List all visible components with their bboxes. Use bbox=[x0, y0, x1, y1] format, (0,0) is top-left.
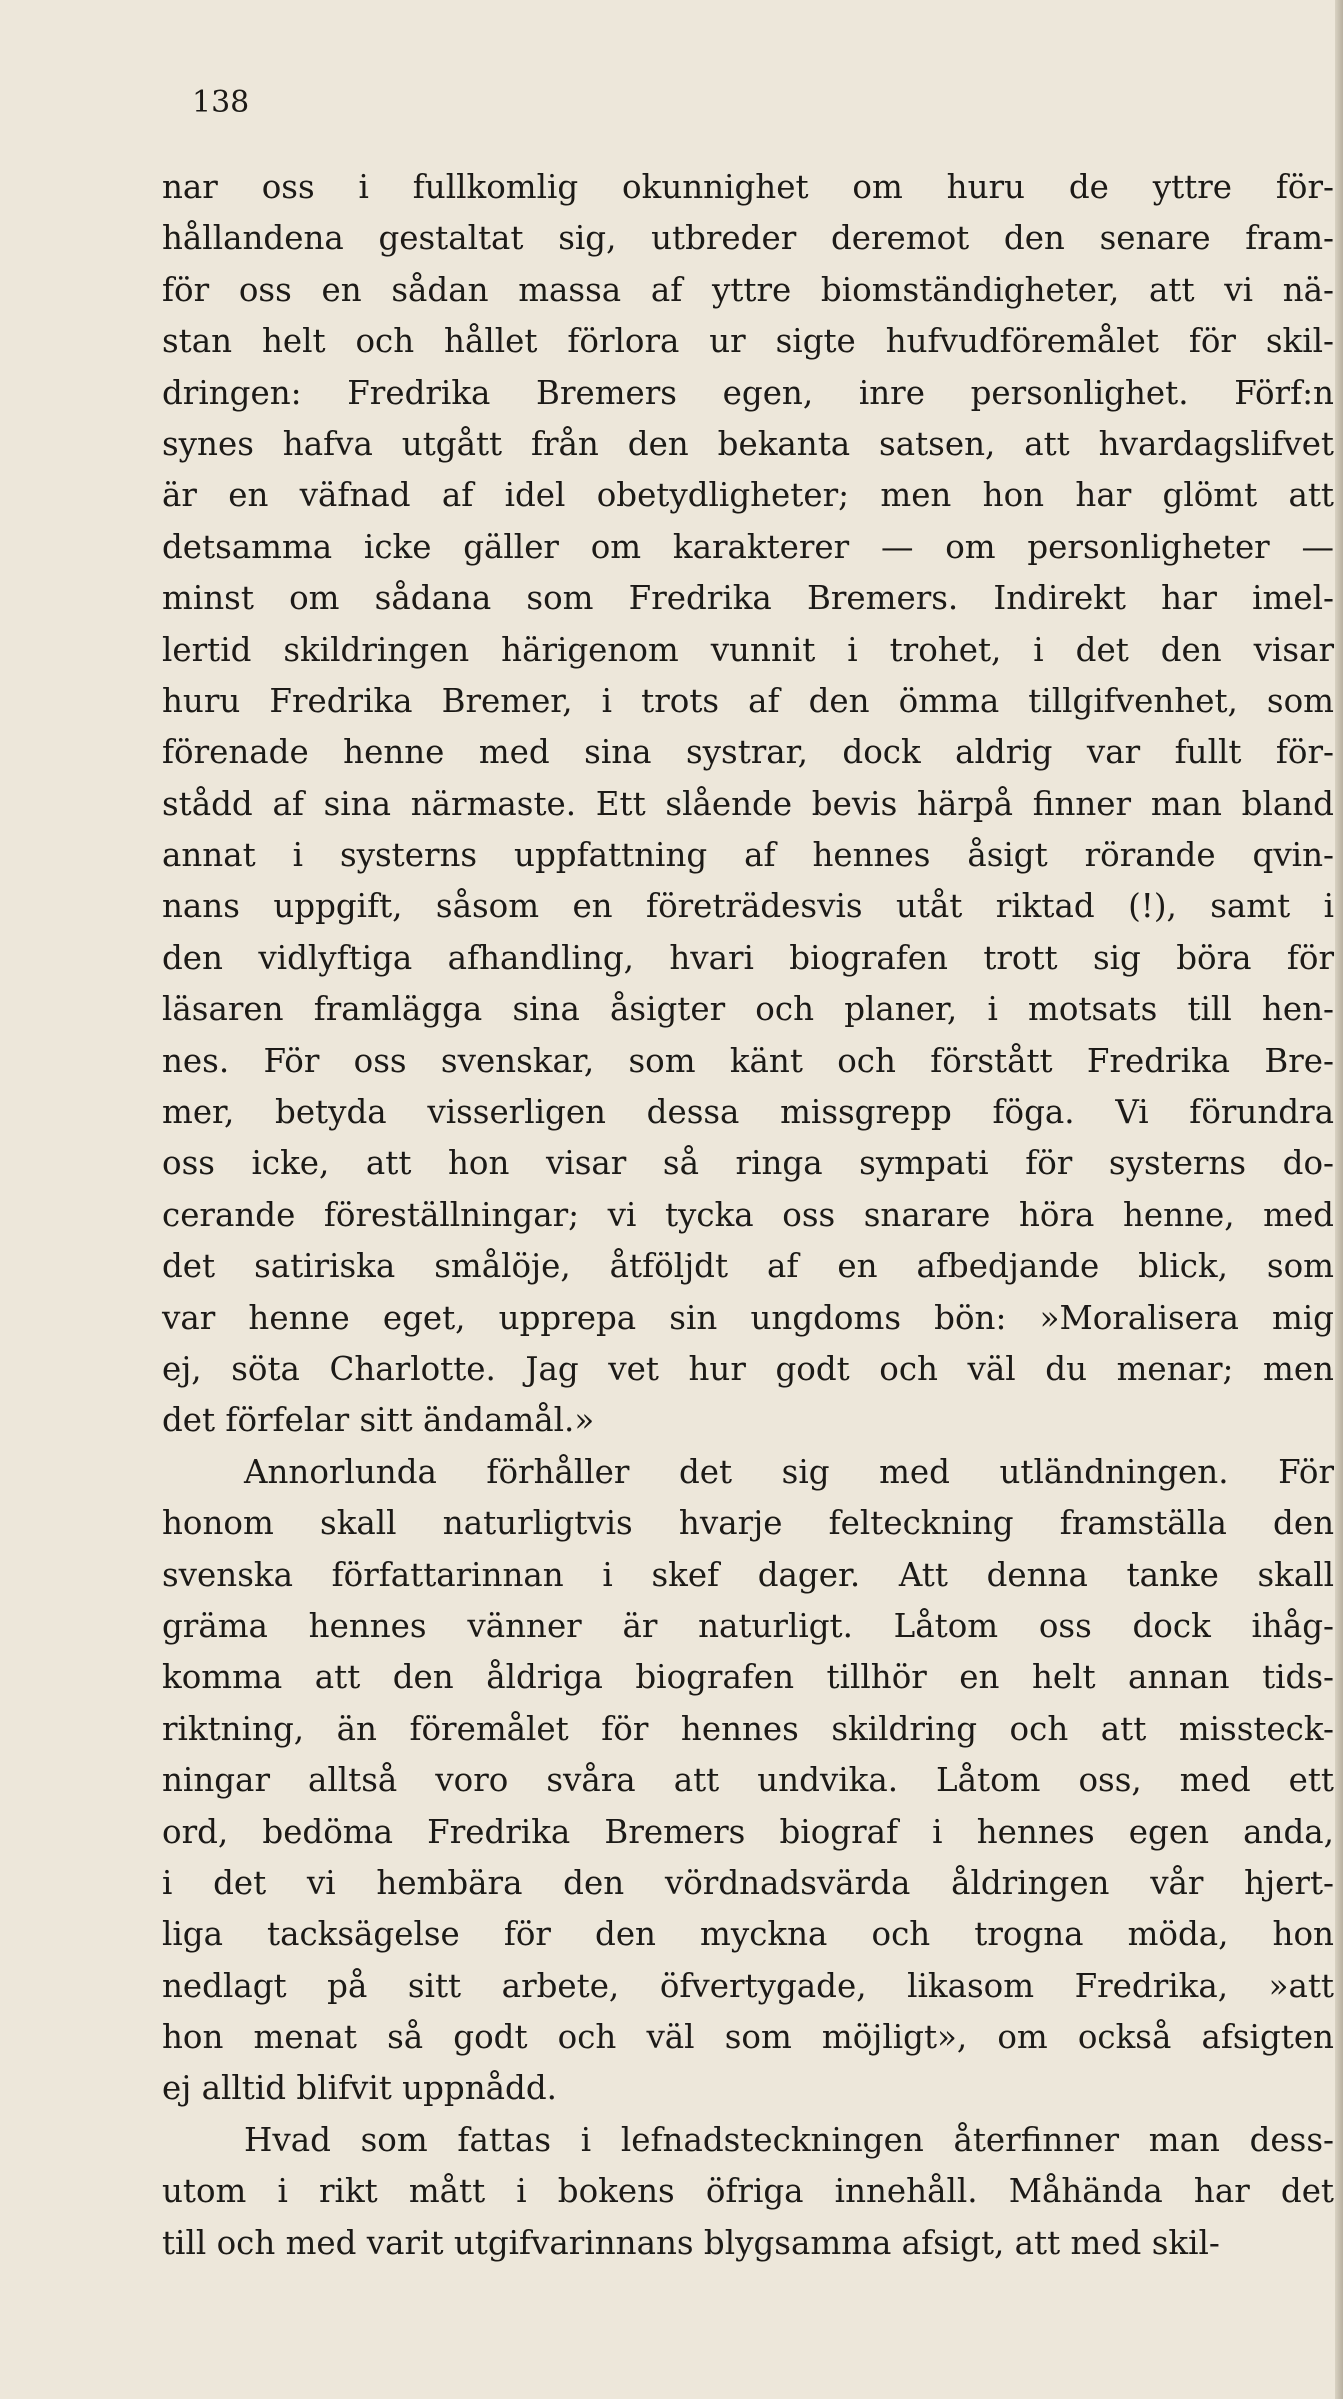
text-line: honom skall naturligtvis hvarje felteckning framställa den bbox=[162, 1504, 1334, 1543]
text-line: annat i systerns uppfattning af hennes åsigt rörande qvin- bbox=[162, 836, 1334, 875]
text-line: ord, bedöma Fredrika Bremers biograf i hennes egen anda, bbox=[162, 1812, 1334, 1851]
text-line: minst om sådana som Fredrika Bremers. Indirekt har imel- bbox=[162, 579, 1334, 618]
text-line: utom i rikt mått i bokens öfriga innehåll. Måhända har det bbox=[162, 2172, 1334, 2211]
text-line: mer, betyda visserligen dessa missgrepp föga. Vi förundra bbox=[162, 1093, 1334, 1132]
text-line: lertid skildringen härigenom vunnit i trohet, i det den visar bbox=[162, 630, 1334, 669]
text-line: ej alltid blifvit uppnådd. bbox=[162, 2069, 557, 2108]
text-line: stan helt och hållet förlora ur sigte hufvudföremålet för skil- bbox=[162, 322, 1334, 361]
text-line: komma att den åldriga biografen tillhör en helt annan tids- bbox=[162, 1658, 1334, 1697]
text-line: nes. För oss svenskar, som känt och förstått Fredrika Bre- bbox=[162, 1041, 1334, 1080]
text-line: till och med varit utgifvarinnans blygsamma afsigt, att med skil- bbox=[162, 2223, 1220, 2262]
text-line: den vidlyftiga afhandling, hvari biografen trott sig böra för bbox=[162, 938, 1334, 977]
text-line: oss icke, att hon visar så ringa sympati för systerns do- bbox=[162, 1144, 1334, 1183]
text-line: dringen: Fredrika Bremers egen, inre personlighet. Förf:n bbox=[162, 373, 1334, 412]
text-line: huru Fredrika Bremer, i trots af den ömma tillgifvenhet, som bbox=[162, 681, 1334, 720]
text-line: i det vi hembära den vördnadsvärda åldringen vår hjert- bbox=[162, 1863, 1334, 1902]
text-line: Hvad som fattas i lefnadsteckningen återfinner man dess- bbox=[244, 2120, 1334, 2159]
text-line: nans uppgift, såsom en företrädesvis utåt riktad (!), samt i bbox=[162, 887, 1334, 926]
text-line: nedlagt på sitt arbete, öfvertygade, likasom Fredrika, »att bbox=[162, 1966, 1334, 2005]
text-line: detsamma icke gäller om karakterer — om personligheter — bbox=[162, 527, 1334, 566]
text-line: riktning, än föremålet för hennes skildring och att missteck- bbox=[162, 1709, 1334, 1748]
text-line: hållandena gestaltat sig, utbreder deremot den senare fram- bbox=[162, 219, 1334, 258]
text-line: synes hafva utgått från den bekanta satsen, att hvardagslifvet bbox=[162, 424, 1334, 463]
text-line: var henne eget, upprepa sin ungdoms bön: »Moralisera mig bbox=[162, 1298, 1334, 1337]
text-line: för oss en sådan massa af yttre biomständigheter, att vi nä- bbox=[162, 270, 1334, 309]
text-line: förenade henne med sina systrar, dock aldrig var fullt för- bbox=[162, 733, 1334, 772]
text-line: ej, söta Charlotte. Jag vet hur godt och väl du menar; men bbox=[162, 1349, 1334, 1388]
text-line: liga tacksägelse för den myckna och trogna möda, hon bbox=[162, 1915, 1334, 1954]
text-line: Annorlunda förhåller det sig med utländningen. För bbox=[244, 1452, 1334, 1491]
text-line: gräma hennes vänner är naturligt. Låtom oss dock ihåg- bbox=[162, 1606, 1334, 1645]
page-number: 138 bbox=[192, 85, 250, 120]
text-line: stådd af sina närmaste. Ett slående bevis härpå finner man bland bbox=[162, 784, 1334, 823]
text-line: det förfelar sitt ändamål.» bbox=[162, 1401, 595, 1440]
text-line: är en väfnad af idel obetydligheter; men hon har glömt att bbox=[162, 476, 1334, 515]
text-line: nar oss i fullkomlig okunnighet om huru de yttre för- bbox=[162, 168, 1334, 206]
text-line: det satiriska smålöje, åtföljdt af en afbedjande blick, som bbox=[162, 1247, 1334, 1286]
text-line: svenska författarinnan i skef dager. Att denna tanke skall bbox=[162, 1555, 1334, 1594]
body-text bbox=[162, 162, 1334, 2269]
text-line: hon menat så godt och väl som möjligt», om också afsigten bbox=[162, 2018, 1334, 2057]
text-line: läsaren framlägga sina åsigter och planer, i motsats till hen- bbox=[162, 990, 1334, 1029]
text-line: cerande föreställningar; vi tycka oss snarare höra henne, med bbox=[162, 1195, 1334, 1234]
text-line: ningar alltså voro svåra att undvika. Låtom oss, med ett bbox=[162, 1761, 1334, 1800]
